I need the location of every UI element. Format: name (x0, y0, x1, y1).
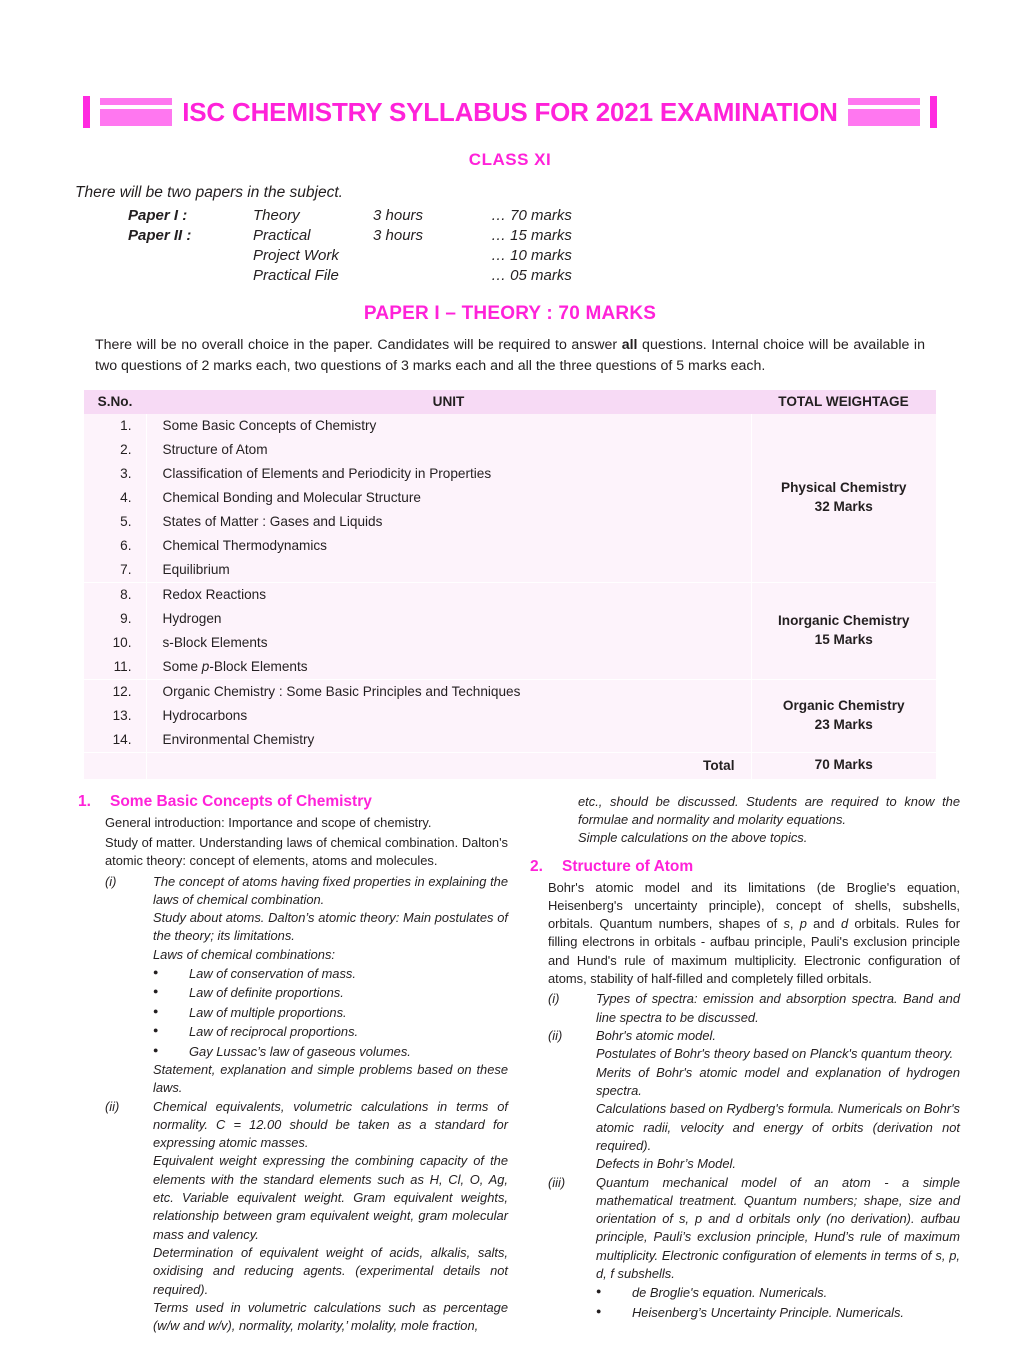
papers-table (128, 205, 631, 285)
list-item: ● Law of definite proportions. (153, 983, 508, 1002)
section-heading-1 (78, 793, 508, 811)
title-decoration-right-edge (930, 96, 937, 128)
group-marks: 15 Marks (814, 631, 873, 647)
group-name: Organic Chemistry (782, 698, 905, 714)
list-item: ● Gay Lussac’s law of gaseous volumes. (153, 1042, 508, 1061)
papers-block (75, 184, 1020, 285)
section2-bullet-list (596, 1283, 960, 1322)
group-name: Physical Chemistry (781, 480, 907, 496)
document-title-banner (0, 0, 1020, 128)
section1-ii-sub-1: Equivalent weight expressing the combining capacity of the elements with the standard elements such as H, Cl, O, Ag, etc. Variable equivalent weight. Gram equivalent weights, relationship between gram equivalent weight, gram molecular mass and valency. (153, 1153, 508, 1242)
papers-row (128, 225, 631, 245)
cell-sno: 3. (84, 462, 146, 486)
item-label: (ii) (548, 1028, 563, 1044)
table-row (84, 414, 936, 438)
item-label: (ii) (105, 1098, 120, 1114)
section2-item-ii (530, 1027, 960, 1045)
paper-marks: … 10 marks (491, 246, 572, 264)
title-decoration-left-edge (83, 96, 90, 128)
cell-sno: 2. (84, 438, 146, 462)
list-item: ● Law of reciprocal proportions. (153, 1022, 508, 1041)
paper-duration: 3 hours (373, 226, 424, 244)
cell-unit: Environmental Chemistry (146, 728, 751, 753)
section2-item-i (530, 990, 960, 1027)
cell-unit: States of Matter : Gases and Liquids (146, 510, 751, 534)
section1-ii-sub-3-continued: etc., should be discussed. Students are required to know the formulae and normality and molarity equations. (578, 793, 960, 827)
papers-row (128, 245, 631, 265)
cell-empty (84, 752, 146, 779)
cell-unit: Chemical Bonding and Molecular Structure (146, 486, 751, 510)
section1-paragraph-2: Study of matter. Understanding laws of chemical combination. Dalton's atomic theory: concept of elements, atoms and molecules. (105, 834, 508, 869)
cell-unit: Equilibrium (146, 558, 751, 583)
item-text: Chemical equivalents, volumetric calculations in terms of normality. C = 12.00 should be taken as a standard for expressing atomic masses. (153, 1098, 508, 1151)
section1-i-sub-2: Laws of chemical combinations: (153, 946, 335, 962)
cell-weightage-physical (751, 414, 936, 583)
section2-ii-sub-2: Merits of Bohr's atomic model and explanation of hydrogen spectra. (596, 1064, 960, 1098)
cell-sno: 10. (84, 631, 146, 655)
cell-sno: 4. (84, 486, 146, 510)
paper-type: Practical (253, 226, 311, 244)
item-text: Quantum mechanical model of an atom - a simple mathematical treatment. Quantum numbers; shape, size and orientation of s, p and d orbitals only (no derivation). aufbau principle, Pauli’s exclusion principle, Hund’s rule of maximum multiplicity. Electronic configuration of elements in terms of s, p, d, f subshells. (596, 1174, 960, 1282)
cell-sno: 12. (84, 679, 146, 704)
item-text: Types of spectra: emission and absorption spectra. Band and line spectra to be discussed. (596, 991, 960, 1025)
section1-i-sub-3: Statement, explanation and simple problems based on these laws. (153, 1061, 508, 1096)
cell-unit: Hydrogen (146, 607, 751, 631)
title-decoration-left (100, 98, 172, 126)
section2-ii-sub-3: Calculations based on Rydberg's formula. Numericals on Bohr's atomic radii, velocity and energy of orbits (derivation not required). (596, 1101, 960, 1153)
decoration-bar-thick (100, 109, 172, 126)
cell-unit: Some p-Block Elements (146, 655, 751, 680)
section1-bullet-list (153, 964, 508, 1061)
paper-marks: … 05 marks (491, 266, 572, 284)
section2-ii-sub-1: Postulates of Bohr's theory based on Planck's quantum theory. (596, 1046, 954, 1062)
table-header-row (84, 390, 936, 414)
paper-label (128, 265, 253, 285)
paper-duration: 3 hours (373, 206, 424, 224)
papers-lead-text: There will be two papers in the subject. (75, 184, 343, 201)
page-title: ISC CHEMISTRY SYLLABUS FOR 2021 EXAMINATION (182, 96, 838, 127)
section-heading-2 (530, 858, 960, 876)
paper-type: Practical File (253, 266, 339, 284)
section1-ii-sub-2: Determination of equivalent weight of acids, alkalis, salts, oxidising and reducing agents. (experimental details not required). (153, 1245, 508, 1297)
table-row (84, 582, 936, 607)
section-number: 1. (78, 792, 91, 810)
paper-marks: … 15 marks (491, 226, 572, 244)
cell-unit: s-Block Elements (146, 631, 751, 655)
list-item: ● de Broglie's equation. Numericals. (596, 1283, 960, 1302)
cell-sno: 8. (84, 582, 146, 607)
section2-item-iii (530, 1174, 960, 1284)
cell-unit: Hydrocarbons (146, 704, 751, 728)
paper1-heading: PAPER I – THEORY : 70 MARKS (363, 303, 657, 324)
section-title: Some Basic Concepts of Chemistry (110, 792, 372, 810)
paper-label: Paper I : (128, 206, 188, 224)
item-label: (i) (105, 873, 117, 889)
decoration-bar-thin (100, 98, 172, 105)
table-row (84, 679, 936, 704)
total-label: Total (146, 752, 751, 779)
cell-unit: Some Basic Concepts of Chemistry (146, 414, 751, 438)
section1-item-i (78, 873, 508, 910)
cell-sno: 6. (84, 534, 146, 558)
section2-ii-sub-4: Defects in Bohr’s Model. (596, 1156, 736, 1172)
paper-label (128, 245, 253, 265)
cell-sno: 13. (84, 704, 146, 728)
column-header-unit: UNIT (146, 390, 751, 414)
weightage-table (84, 390, 936, 779)
cell-weightage-inorganic (751, 582, 936, 679)
left-column (78, 793, 508, 1336)
paper-marks: … 70 marks (491, 206, 572, 224)
column-header-weightage: TOTAL WEIGHTAGE (751, 390, 936, 414)
total-marks: 70 Marks (751, 752, 936, 779)
intro-part-b: questions. Internal choice will be available in two questions of 2 marks each, two questions of 3 marks each and all the three questions of 5 marks each. (95, 337, 925, 375)
paper-type: Project Work (253, 246, 339, 264)
item-text: The concept of atoms having fixed properties in explaining the laws of chemical combination. (153, 873, 508, 907)
cell-unit: Redox Reactions (146, 582, 751, 607)
class-label: CLASS XI (468, 150, 552, 169)
cell-weightage-organic (751, 679, 936, 752)
section-title: Structure of Atom (562, 857, 694, 875)
title-decoration-right (848, 98, 920, 126)
section2-paragraph-1: Bohr's atomic model and its limitations (de Broglie's equation, Heisenberg's uncertainty principle), concept of shells, subshells, orbitals. Quantum numbers, shapes of s, p and d orbitals. Rules for filling electrons in orbitals - aufbau principle, Pauli's exclusion principle and Hund's rule of maximum multiplicity. Electronic configuration of atoms, stability of half-filled and completely filled orbitals. (548, 879, 961, 987)
decoration-bar-thin (848, 98, 920, 105)
item-text: Bohr's atomic model. (596, 1028, 716, 1044)
section-number: 2. (530, 857, 543, 875)
paper-type: Theory (253, 206, 300, 224)
cell-unit: Structure of Atom (146, 438, 751, 462)
cell-sno: 14. (84, 728, 146, 753)
cell-sno: 11. (84, 655, 146, 680)
section1-paragraph-1: General introduction: Importance and scope of chemistry. (105, 814, 432, 830)
cell-unit: Organic Chemistry : Some Basic Principles and Techniques (146, 679, 751, 704)
list-item: ● Law of conservation of mass. (153, 964, 508, 983)
intro-part-a: There will be no overall choice in the paper. Candidates will be required to answer (95, 337, 622, 353)
item-label: (i) (548, 991, 560, 1007)
right-column (530, 793, 960, 1336)
cell-sno: 7. (84, 558, 146, 583)
paper1-intro (95, 335, 925, 378)
cell-sno: 9. (84, 607, 146, 631)
cell-sno: 1. (84, 414, 146, 438)
list-item: ● Law of multiple proportions. (153, 1003, 508, 1022)
list-item: ● Heisenberg’s Uncertainty Principle. Numericals. (596, 1303, 960, 1322)
paper-label: Paper II : (128, 226, 192, 244)
paper-duration (373, 245, 491, 265)
intro-bold-all: all (621, 337, 638, 353)
decoration-bar-thick (848, 109, 920, 126)
papers-row (128, 265, 631, 285)
cell-unit: Chemical Thermodynamics (146, 534, 751, 558)
group-marks: 23 Marks (814, 716, 873, 732)
section1-ii-sub-4: Simple calculations on the above topics. (578, 830, 808, 846)
cell-sno: 5. (84, 510, 146, 534)
paper-duration (373, 265, 491, 285)
table-total-row (84, 752, 936, 779)
column-spacer (530, 848, 960, 858)
cell-unit: Classification of Elements and Periodicity in Properties (146, 462, 751, 486)
group-marks: 32 Marks (814, 498, 873, 514)
section1-item-ii (78, 1098, 508, 1153)
papers-row (128, 205, 631, 225)
content-columns (78, 793, 960, 1336)
section1-i-sub-1: Study about atoms. Dalton’s atomic theory: Main postulates of the theory; its limitations. (153, 910, 508, 944)
group-name: Inorganic Chemistry (778, 613, 910, 629)
item-label: (iii) (548, 1174, 566, 1190)
column-header-sno: S.No. (84, 390, 146, 414)
section1-ii-sub-3: Terms used in volumetric calculations such as percentage (w/w and w/v), normality, molarity,’ molality, mole fraction, (153, 1299, 508, 1334)
